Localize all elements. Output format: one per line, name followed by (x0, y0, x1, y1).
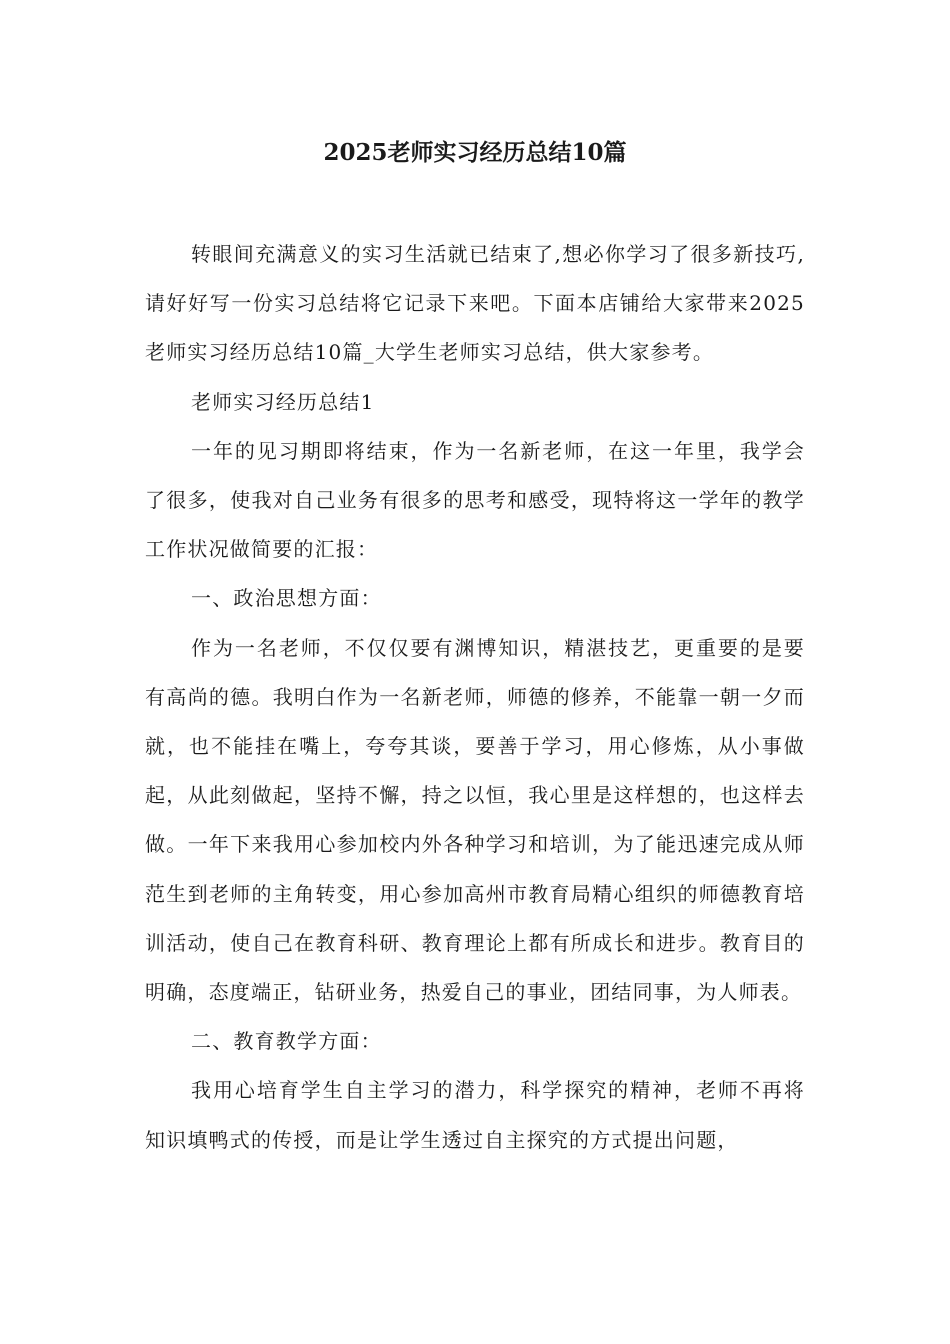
body-paragraph: 作为一名老师，不仅仅要有渊博知识，精湛技艺，更重要的是要有高尚的德。我明白作为一名新老师，师德的修养，不能靠一朝一夕而就，也不能挂在嘴上，夸夸其谈，要善于学习，用心修炼，从小事做起，从此刻做起，坚持不懈，持之以恒，我心里是这样想的，也这样去做。一年下来我用心参加校内外各种学习和培训，为了能迅速完成从师范生到老师的主角转变，用心参加高州市教育局精心组织的师德教育培训活动，使自己在教育科研、教育理论上都有所成长和进步。教育目的明确，态度端正，钻研业务，热爱自己的事业，团结同事，为人师表。 (145, 635, 805, 1005)
section-heading-political: 一、政治思想方面： (191, 586, 382, 611)
body-paragraph: 一年的见习期即将结束，作为一名新老师，在这一年里，我学会了很多，使我对自己业务有很多的思考和感受，现特将这一学年的教学工作状况做简要的汇报： (145, 438, 805, 562)
body-paragraph: 我用心培育学生自主学习的潜力，科学探究的精神，老师不再将知识填鸭式的传授，而是让学生透过自主探究的方式提出问题， (145, 1078, 805, 1152)
document-title: 2025老师实习经历总结10篇 (323, 139, 627, 166)
section-heading-teaching: 二、教育教学方面： (191, 1029, 382, 1054)
section-heading-summary-1: 老师实习经历总结1 (191, 389, 375, 414)
document-body (145, 230, 805, 1165)
intro-paragraph: 转眼间充满意义的实习生活就已结束了,想必你学习了很多新技巧,请好好写一份实习总结将它记录下来吧。下面本店铺给大家带来2025老师实习经历总结10篇_大学生老师实习总结，供大家参考。 (145, 242, 805, 365)
